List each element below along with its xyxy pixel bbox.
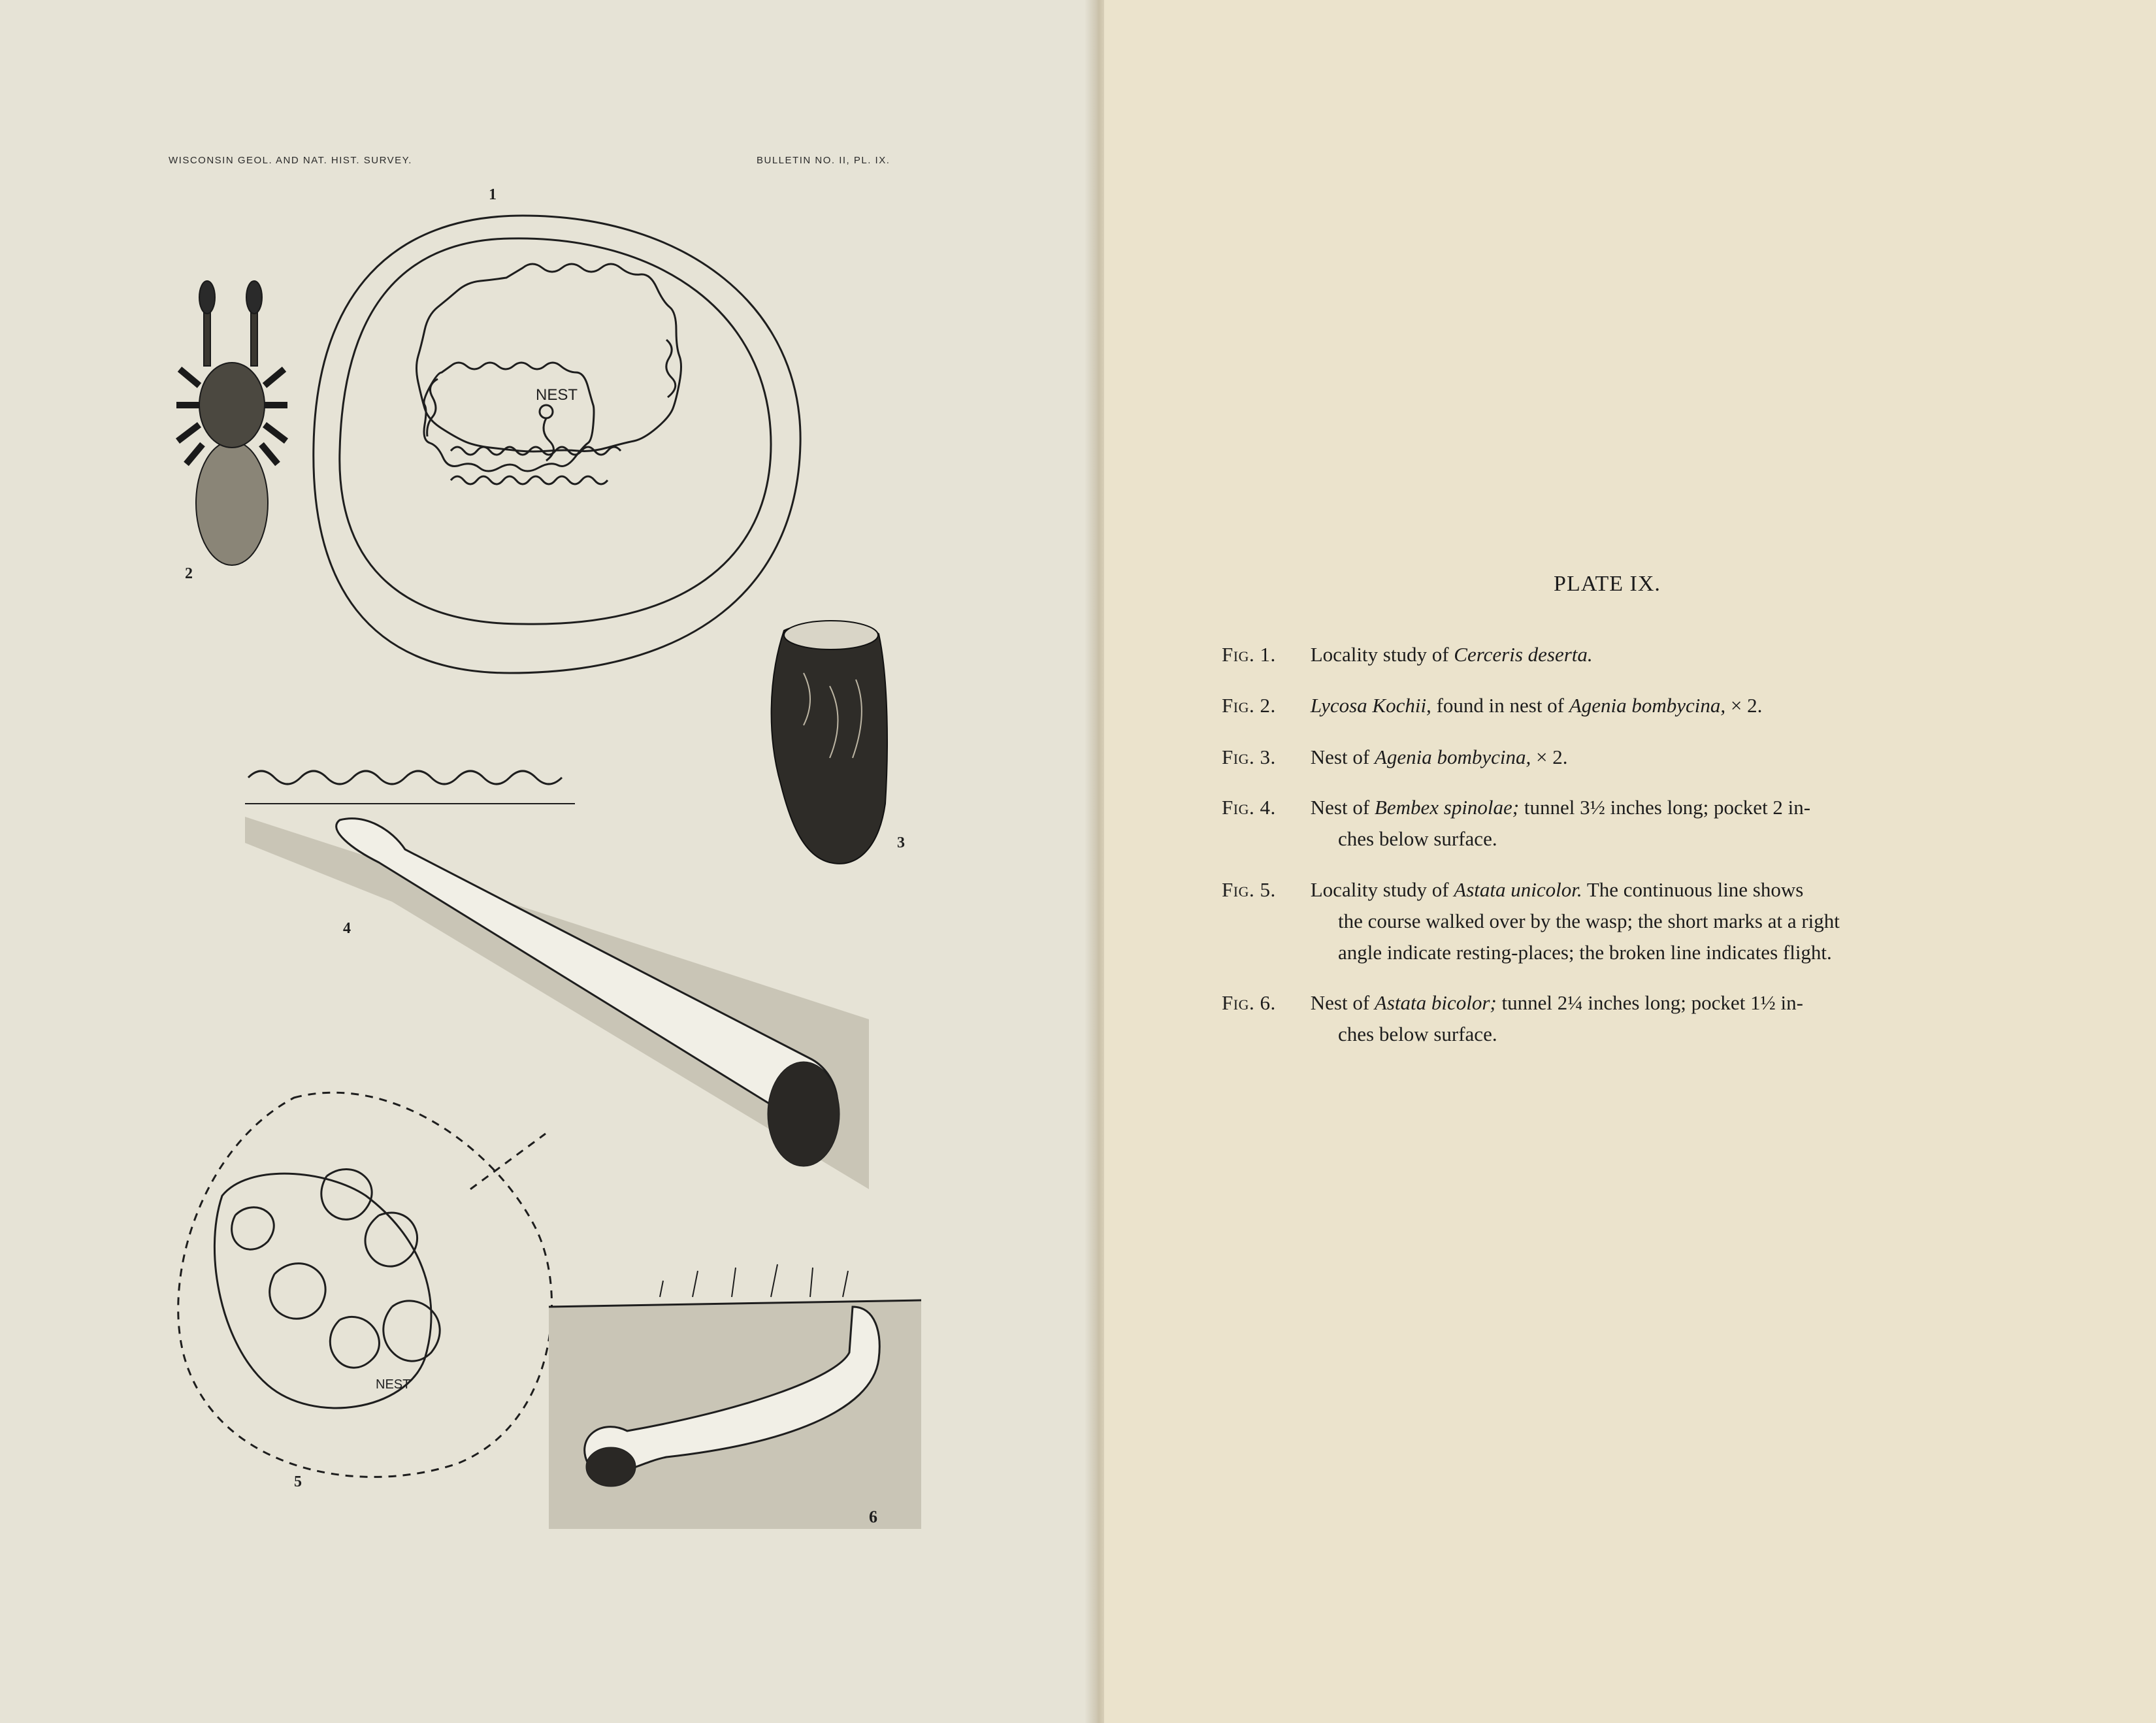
figure-number-4: 4: [343, 920, 351, 937]
caption-page: [1104, 0, 2156, 1723]
caption-species: Agenia bombycina,: [1569, 694, 1726, 717]
caption-text: Locality study of: [1310, 878, 1454, 901]
fig5-nest-label: NEST: [376, 1377, 411, 1392]
caption-species: Agenia bombycina,: [1374, 746, 1531, 768]
caption-continuation: ches below surface.: [1338, 827, 1497, 850]
caption-text: Nest of: [1310, 746, 1375, 768]
caption-text: The continuous line shows: [1582, 878, 1804, 901]
figure-number-6: 6: [869, 1507, 877, 1526]
caption-fig-1: [1222, 639, 2006, 670]
caption-fig-label: Fig. 5.: [1222, 878, 1276, 901]
caption-text: × 2.: [1725, 694, 1763, 717]
caption-species: Bembex spinolae;: [1374, 796, 1520, 819]
caption-species: Astata bicolor;: [1374, 991, 1497, 1014]
caption-fig-6: [1222, 987, 2006, 1050]
caption-fig-label: Fig. 3.: [1222, 746, 1276, 768]
figure-1-locality-study: [314, 216, 800, 673]
running-header-right: BULLETIN NO. II, PL. IX.: [757, 155, 890, 166]
caption-text: tunnel 3½ inches long; pocket 2 in-: [1519, 796, 1811, 819]
figure-number-5: 5: [294, 1473, 302, 1490]
caption-species: Lycosa Kochii,: [1310, 694, 1431, 717]
caption-species: Cerceris deserta.: [1454, 643, 1593, 666]
figure-2-spider: [176, 281, 287, 565]
caption-text: tunnel 2¼ inches long; pocket 1½ in-: [1496, 991, 1803, 1014]
caption-continuation: angle indicate resting-places; the broken line indicates flight.: [1338, 941, 1832, 964]
caption-continuation: the course walked over by the wasp; the short marks at a right: [1338, 910, 1840, 932]
fig1-nest-label: NEST: [536, 386, 578, 404]
caption-text: × 2.: [1531, 746, 1568, 768]
caption-fig-label: Fig. 4.: [1222, 796, 1276, 819]
caption-fig-3: [1222, 742, 2006, 773]
plate-title: PLATE IX.: [1554, 572, 1661, 596]
running-header-left: WISCONSIN GEOL. AND NAT. HIST. SURVEY.: [169, 155, 412, 166]
figure-number-1: 1: [489, 186, 497, 203]
caption-fig-label: Fig. 1.: [1222, 643, 1276, 666]
figure-5-locality-study: [178, 1092, 552, 1477]
figure-6-tunnel: [549, 1264, 921, 1529]
figure-4-tunnel: [245, 771, 869, 1189]
caption-fig-label: Fig. 6.: [1222, 991, 1276, 1014]
figure-number-2: 2: [185, 565, 193, 582]
caption-text: found in nest of: [1431, 694, 1569, 717]
caption-fig-2: [1222, 690, 2006, 721]
figure-3-nest-tube: [772, 621, 887, 864]
caption-text: Nest of: [1310, 796, 1375, 819]
caption-text: Locality study of: [1310, 643, 1454, 666]
caption-text: Nest of: [1310, 991, 1375, 1014]
figure-number-3: 3: [897, 834, 905, 851]
caption-continuation: ches below surface.: [1338, 1023, 1497, 1045]
caption-fig-label: Fig. 2.: [1222, 694, 1276, 717]
caption-fig-5: [1222, 874, 2006, 968]
caption-fig-4: [1222, 792, 2006, 855]
caption-species: Astata unicolor.: [1454, 878, 1582, 901]
